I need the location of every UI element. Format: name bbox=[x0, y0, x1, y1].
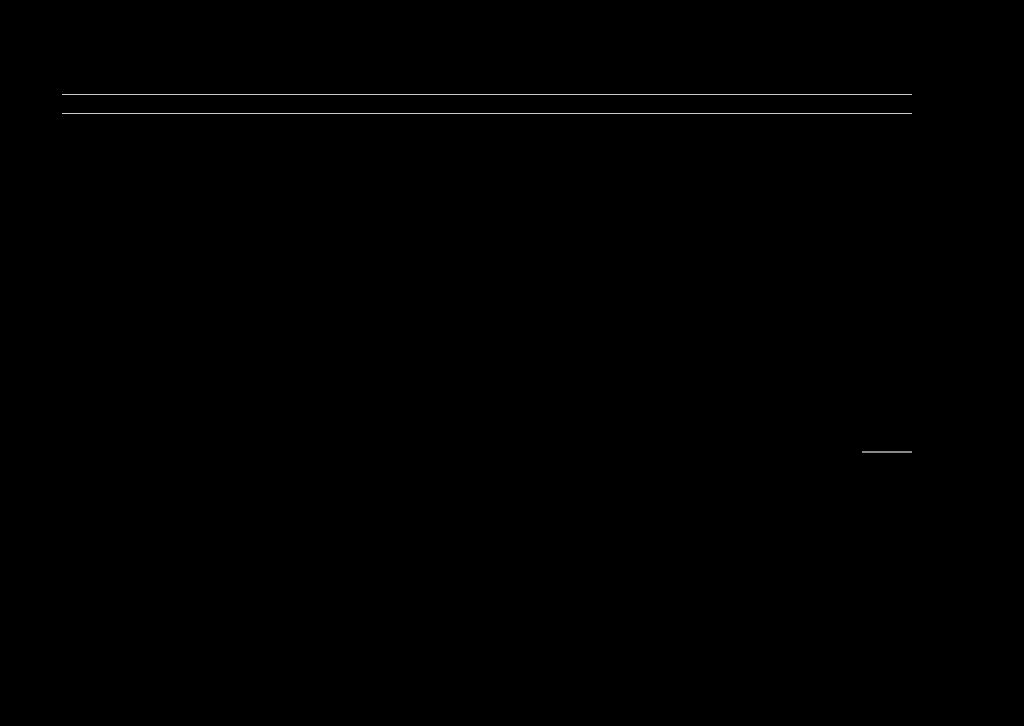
grand-total bbox=[862, 451, 912, 453]
table-header bbox=[62, 94, 912, 114]
